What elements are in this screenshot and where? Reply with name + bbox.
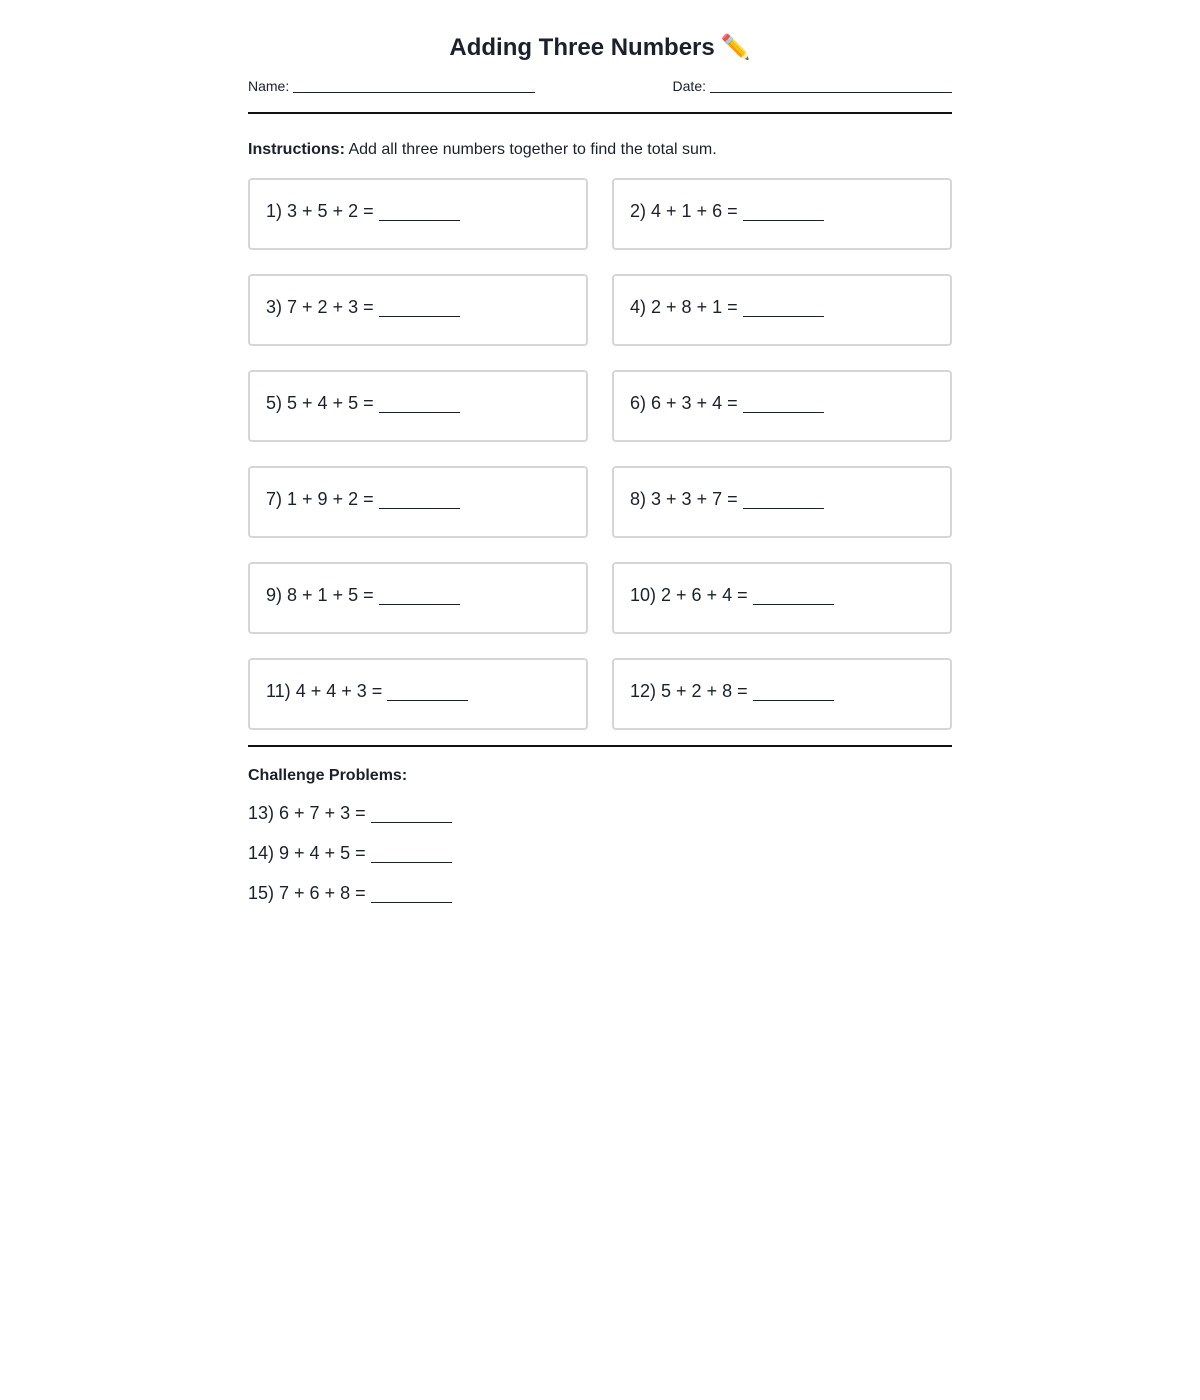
problem-number: 12) <box>630 681 657 701</box>
answer-blank[interactable] <box>753 585 834 605</box>
problem-expression: 3 + 5 + 2 = <box>287 201 374 221</box>
problem-number: 6) <box>630 393 647 413</box>
header-divider <box>248 112 952 114</box>
problem-number: 15) <box>248 883 275 903</box>
answer-blank[interactable] <box>371 883 452 903</box>
problem-number: 2) <box>630 201 647 221</box>
challenge-problem <box>248 802 452 842</box>
problem-expression: 6 + 3 + 4 = <box>651 393 738 413</box>
problem-number: 13) <box>248 803 275 823</box>
problem-card <box>248 658 588 730</box>
answer-blank[interactable] <box>379 201 460 221</box>
problem-expression: 7 + 2 + 3 = <box>287 297 374 317</box>
problem-expression: 4 + 1 + 6 = <box>651 201 738 221</box>
problem-expression: 7 + 6 + 8 = <box>279 883 366 903</box>
title-text: Adding Three Numbers <box>449 34 715 61</box>
problem-expression: 9 + 4 + 5 = <box>279 843 366 863</box>
answer-blank[interactable] <box>743 489 824 509</box>
problem-card <box>612 562 952 634</box>
instructions-text: Add all three numbers together to find the total sum. <box>348 141 717 158</box>
problem-expression: 5 + 2 + 8 = <box>661 681 748 701</box>
answer-blank[interactable] <box>743 297 824 317</box>
date-field <box>673 76 952 96</box>
name-label: Name: <box>248 78 290 94</box>
problem-expression: 4 + 4 + 3 = <box>295 681 383 701</box>
problem-number: 7) <box>266 489 283 509</box>
problem-card <box>248 466 588 538</box>
answer-blank[interactable] <box>379 489 460 509</box>
problem-card <box>612 274 952 346</box>
challenge-divider <box>248 745 952 747</box>
problem-expression: 6 + 7 + 3 = <box>279 803 366 823</box>
challenge-problem <box>248 842 452 882</box>
problem-number: 4) <box>630 297 647 317</box>
answer-blank[interactable] <box>743 393 824 413</box>
name-field <box>248 76 535 96</box>
instructions <box>248 140 717 160</box>
problem-expression: 3 + 3 + 7 = <box>651 489 738 509</box>
challenge-heading: Challenge Problems: <box>248 767 408 784</box>
answer-blank[interactable] <box>379 585 460 605</box>
problem-number: 1) <box>266 201 283 221</box>
pencil-icon: ✏️ <box>720 34 751 61</box>
problem-number: 3) <box>266 297 283 317</box>
problem-card <box>612 370 952 442</box>
name-blank-line[interactable] <box>293 76 535 93</box>
problem-card <box>248 370 588 442</box>
problem-number: 5) <box>266 393 283 413</box>
problem-expression: 2 + 8 + 1 = <box>651 297 738 317</box>
problem-card <box>612 466 952 538</box>
challenge-list <box>248 802 452 922</box>
answer-blank[interactable] <box>379 297 460 317</box>
problem-expression: 8 + 1 + 5 = <box>287 585 374 605</box>
problem-number: 8) <box>630 489 647 509</box>
answer-blank[interactable] <box>387 681 468 701</box>
problem-card <box>248 562 588 634</box>
problem-card <box>248 274 588 346</box>
problem-grid <box>248 178 952 730</box>
answer-blank[interactable] <box>379 393 460 413</box>
instructions-label: Instructions: <box>248 141 345 158</box>
problem-card <box>612 178 952 250</box>
answer-blank[interactable] <box>743 201 824 221</box>
problem-number: 9) <box>266 585 283 605</box>
date-label: Date: <box>672 78 706 94</box>
name-date-row <box>248 76 952 96</box>
date-blank-line[interactable] <box>710 76 952 93</box>
answer-blank[interactable] <box>753 681 834 701</box>
problem-number: 14) <box>248 843 275 863</box>
problem-expression: 1 + 9 + 2 = <box>287 489 374 509</box>
problem-expression: 5 + 4 + 5 = <box>287 393 374 413</box>
answer-blank[interactable] <box>371 803 452 823</box>
answer-blank[interactable] <box>371 843 452 863</box>
problem-number: 11) <box>266 681 291 701</box>
problem-number: 10) <box>630 585 657 605</box>
challenge-problem <box>248 882 452 922</box>
problem-expression: 2 + 6 + 4 = <box>661 585 748 605</box>
problem-card <box>248 178 588 250</box>
problem-card <box>612 658 952 730</box>
page-title <box>248 30 952 66</box>
